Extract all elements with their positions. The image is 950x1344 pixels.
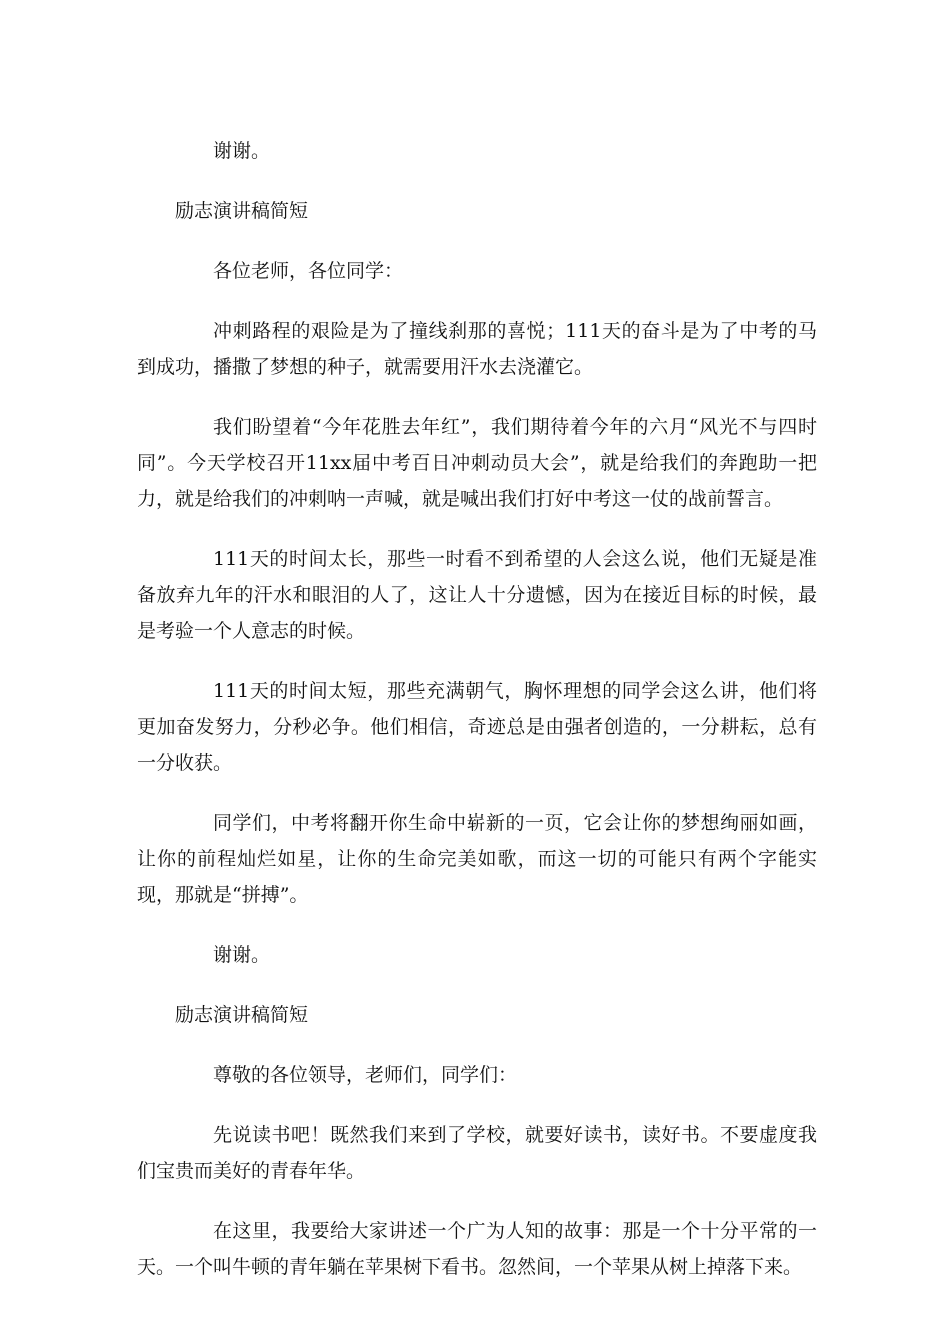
body-paragraph: 111天的时间太短，那些充满朝气，胸怀理想的同学会这么讲，他们将更加奋发努力，分秒必争。他们相信，奇迹总是由强者创造的，一分耕耘，总有一分收获。	[137, 680, 817, 774]
closing-thanks: 谢谢。	[213, 944, 271, 966]
document-body	[137, 133, 817, 1309]
body-paragraph: 在这里，我要给大家讲述一个广为人知的故事：那是一个十分平常的一天。一个叫牛顿的青年躺在苹果树下看书。忽然间，一个苹果从树上掉落下来。	[137, 1220, 817, 1278]
body-paragraph: 同学们，中考将翻开你生命中崭新的一页，它会让你的梦想绚丽如画，让你的前程灿烂如星，让你的生命完美如歌，而这一切的可能只有两个字能实现，那就是“拼搏”。	[137, 812, 817, 906]
salutation: 尊敬的各位领导，老师们，同学们：	[213, 1064, 518, 1086]
closing-thanks: 谢谢。	[213, 140, 271, 162]
salutation: 各位老师，各位同学：	[213, 260, 404, 282]
section-title: 励志演讲稿简短	[175, 200, 309, 222]
section-title: 励志演讲稿简短	[175, 1004, 309, 1026]
body-paragraph: 我们盼望着“今年花胜去年红”，我们期待着今年的六月“风光不与四时同”。今天学校召开11xx届中考百日冲刺动员大会”，就是给我们的奔跑助一把力，就是给我们的冲刺呐一声喊，就是喊出我们打好中考这一仗的战前誓言。	[137, 416, 817, 510]
body-paragraph: 111天的时间太长，那些一时看不到希望的人会这么说，他们无疑是准备放弃九年的汗水和眼泪的人了，这让人十分遗憾，因为在接近目标的时候，最是考验一个人意志的时候。	[137, 548, 817, 642]
body-paragraph: 先说读书吧！既然我们来到了学校，就要好读书，读好书。不要虚度我们宝贵而美好的青春年华。	[137, 1124, 817, 1182]
body-paragraph: 冲刺路程的艰险是为了撞线刹那的喜悦；111天的奋斗是为了中考的马到成功，播撒了梦想的种子，就需要用汗水去浇灌它。	[137, 320, 817, 378]
